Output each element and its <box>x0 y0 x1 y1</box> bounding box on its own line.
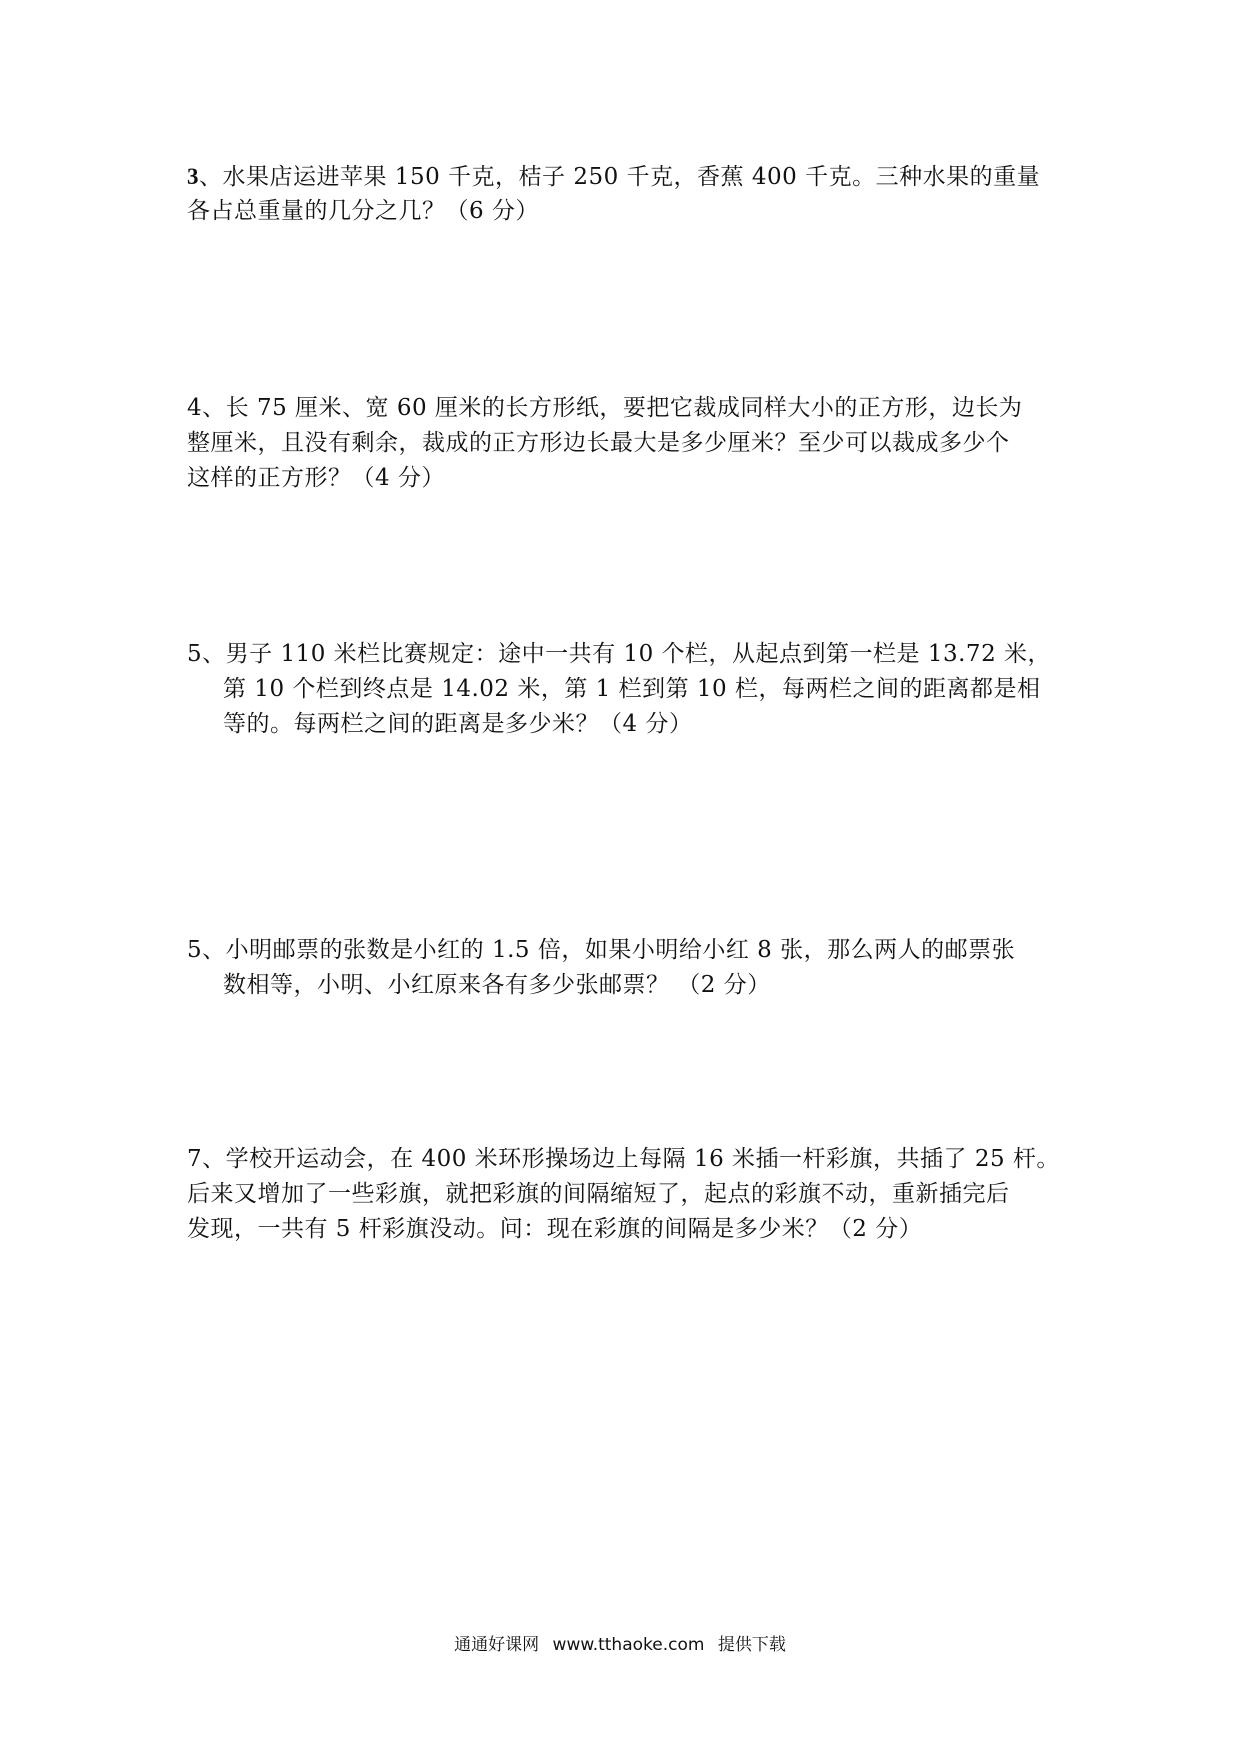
problem-5-hurdles <box>187 637 1067 742</box>
page-footer <box>0 1630 1240 1655</box>
problem-3-line-1 <box>187 159 1067 194</box>
footer-site-name: 通通好课网 <box>454 1635 540 1655</box>
problem-3-number: 3 <box>187 164 199 189</box>
problem-4 <box>187 391 1067 496</box>
problem-5-hurdles-line-1: 5、男子 110 米栏比赛规定：途中一共有 10 个栏，从起点到第一栏是 13.72 米， <box>187 641 1052 667</box>
problem-5-stamps-line-1: 5、小明邮票的张数是小红的 1.5 倍，如果小明给小红 8 张，那么两人的邮票张 <box>187 937 1016 963</box>
problem-5-hurdles-line-3: 等的。每两栏之间的距离是多少米？（4 分） <box>223 711 693 737</box>
footer-suffix: 提供下载 <box>717 1635 786 1655</box>
problem-3-line-2: 各占总重量的几分之几？（6 分） <box>187 198 539 224</box>
problem-4-line-1: 4、长 75 厘米、宽 60 厘米的长方形纸，要把它裁成同样大小的正方形，边长为 <box>187 395 1023 421</box>
problem-7-line-2: 后来又增加了一些彩旗，就把彩旗的间隔缩短了，起点的彩旗不动，重新插完后 <box>187 1181 1010 1207</box>
problem-5-stamps <box>187 933 1067 1003</box>
problem-3-separator: 、 <box>199 164 223 190</box>
problem-7-line-3: 发现，一共有 5 杆彩旗没动。问：现在彩旗的间隔是多少米？（2 分） <box>187 1216 923 1242</box>
problem-7 <box>187 1142 1067 1247</box>
problem-5-stamps-line-2: 数相等，小明、小红原来各有多少张邮票？ （2 分） <box>223 972 771 998</box>
problem-4-line-2: 整厘米，且没有剩余，裁成的正方形边长最大是多少厘米？至少可以裁成多少个 <box>187 430 1010 456</box>
footer-url: www.tthaoke.com <box>552 1635 705 1655</box>
problem-5-hurdles-line-2: 第 10 个栏到终点是 14.02 米，第 1 栏到第 10 栏，每两栏之间的距离都是相 <box>223 676 1041 702</box>
problem-3 <box>187 159 1067 229</box>
problem-7-line-1: 7、学校开运动会，在 400 米环形操场边上每隔 16 米插一杆彩旗，共插了 25 杆。 <box>187 1146 1060 1172</box>
problem-3-text-1: 水果店运进苹果 150 千克，桔子 250 千克，香蕉 400 千克。三种水果的重量 <box>222 164 1041 190</box>
problem-4-line-3: 这样的正方形？（4 分） <box>187 465 445 491</box>
